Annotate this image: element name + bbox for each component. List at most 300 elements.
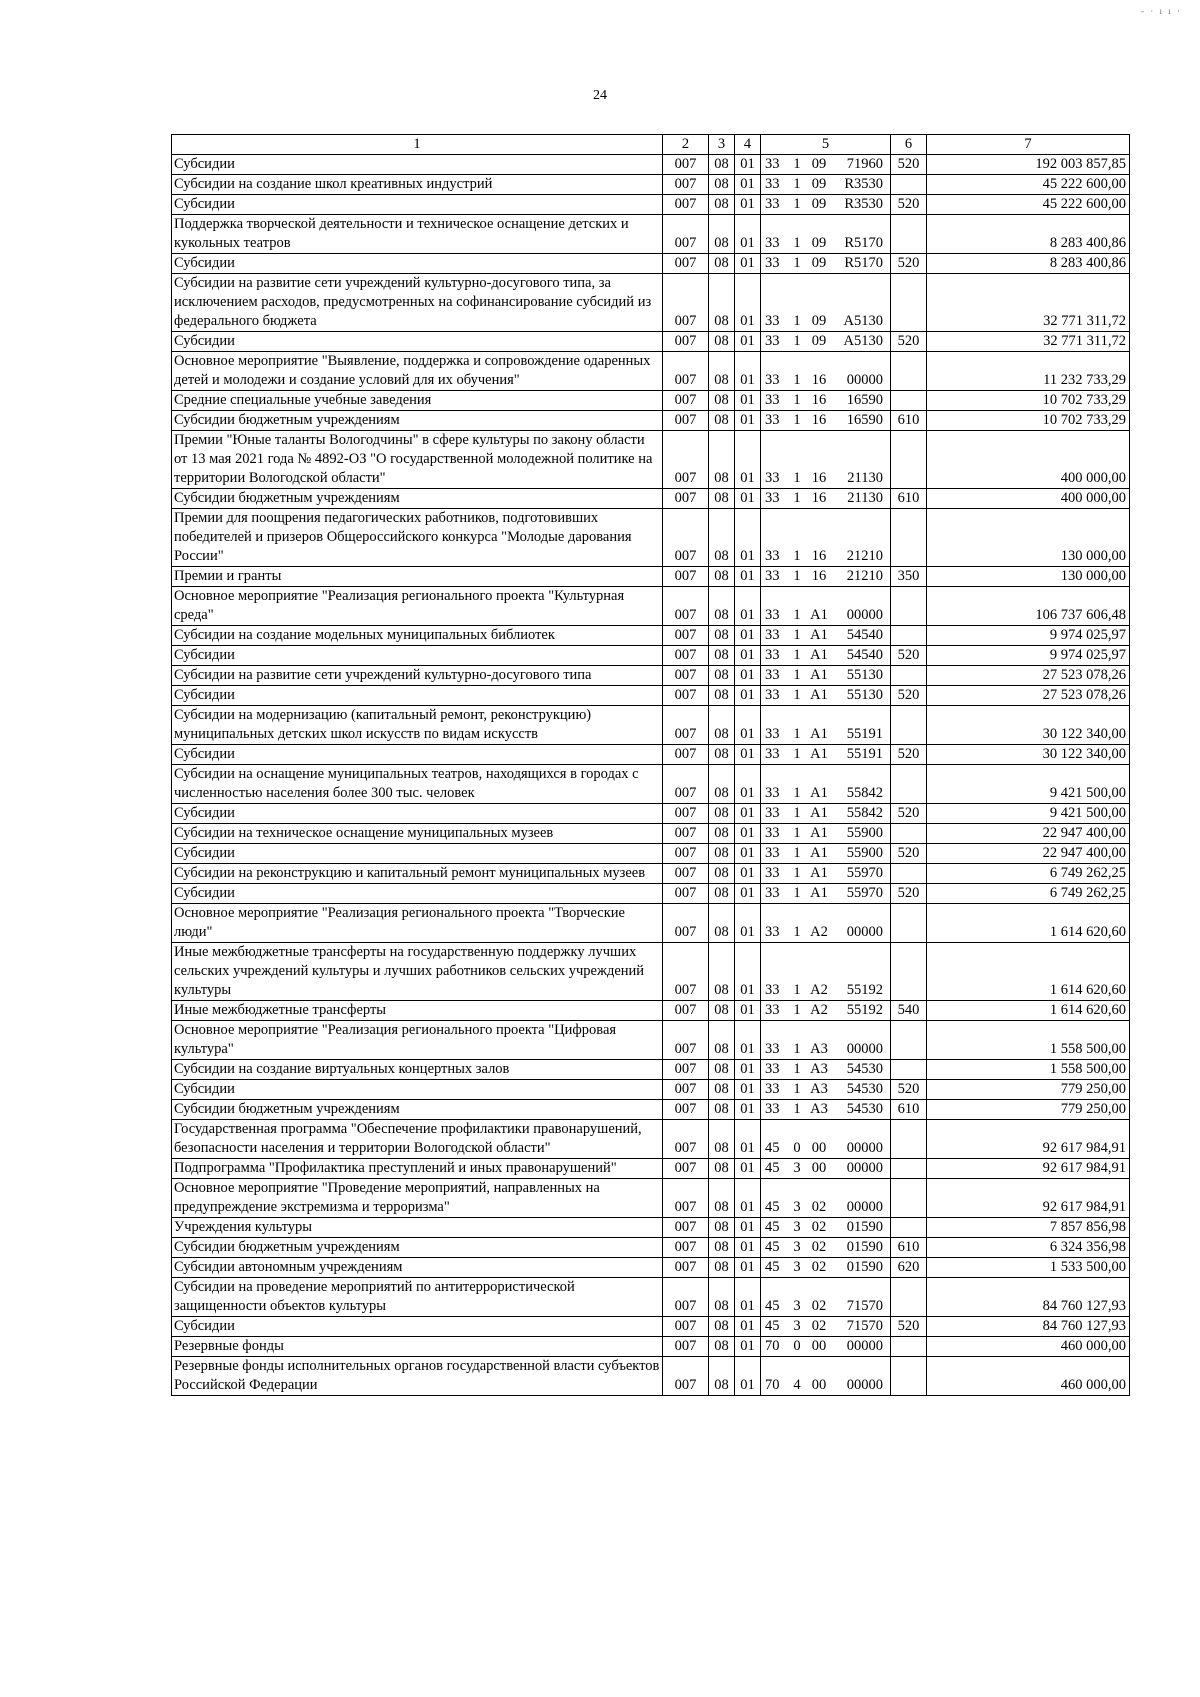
row-subsection-code: 01 — [735, 844, 761, 864]
row-target-article — [761, 215, 891, 254]
row-amount: 9 974 025,97 — [927, 626, 1130, 646]
row-ministry-code: 007 — [663, 884, 709, 904]
row-amount: 27 523 078,26 — [927, 666, 1130, 686]
row-ministry-code: 007 — [663, 1238, 709, 1258]
row-subsection-code: 01 — [735, 1100, 761, 1120]
row-target-article — [761, 254, 891, 274]
row-name: Субсидии — [172, 646, 663, 666]
row-amount: 6 749 262,25 — [927, 864, 1130, 884]
row-expense-type — [891, 904, 927, 943]
target-article-code — [765, 725, 883, 744]
code-part-subprogram: 1 — [793, 865, 801, 881]
code-part-program: 45 — [765, 1239, 780, 1255]
row-target-article — [761, 155, 891, 175]
row-name: Субсидии — [172, 844, 663, 864]
row-name: Субсидии на создание модельных муниципальных библиотек — [172, 626, 663, 646]
row-ministry-code: 007 — [663, 391, 709, 411]
header-col-4: 4 — [735, 135, 761, 155]
row-section-code: 08 — [709, 686, 735, 706]
code-part-event: А1 — [810, 627, 828, 643]
row-section-code: 08 — [709, 1258, 735, 1278]
row-name: Субсидии — [172, 745, 663, 765]
row-expense-type: 520 — [891, 844, 927, 864]
row-section-code: 08 — [709, 765, 735, 804]
row-amount: 84 760 127,93 — [927, 1278, 1130, 1317]
row-section-code: 08 — [709, 567, 735, 587]
row-section-code: 08 — [709, 745, 735, 765]
code-part-program: 33 — [765, 785, 780, 801]
code-part-event: 09 — [811, 156, 827, 172]
row-name: Субсидии на реконструкцию и капитальный ремонт муниципальных музеев — [172, 864, 663, 884]
row-expense-type: 520 — [891, 1317, 927, 1337]
code-part-program: 33 — [765, 607, 780, 623]
code-part-program: 70 — [765, 1338, 780, 1354]
table-row — [172, 864, 1130, 884]
code-part-program: 33 — [765, 392, 780, 408]
code-part-direction: 00000 — [846, 607, 883, 623]
row-expense-type: 350 — [891, 567, 927, 587]
row-section-code: 08 — [709, 824, 735, 844]
row-expense-type: 520 — [891, 195, 927, 215]
code-part-direction: 00000 — [846, 1160, 883, 1176]
table-row — [172, 175, 1130, 195]
row-target-article — [761, 195, 891, 215]
row-target-article — [761, 943, 891, 1001]
table-row — [172, 195, 1130, 215]
code-part-subprogram: 3 — [793, 1239, 801, 1255]
row-name: Основное мероприятие "Реализация регионального проекта "Творческие люди" — [172, 904, 663, 943]
row-expense-type — [891, 1179, 927, 1218]
row-amount: 7 857 856,98 — [927, 1218, 1130, 1238]
row-target-article — [761, 1100, 891, 1120]
table-row — [172, 489, 1130, 509]
row-target-article — [761, 1357, 891, 1396]
row-expense-type — [891, 1218, 927, 1238]
code-part-subprogram: 3 — [793, 1298, 801, 1314]
row-name: Основное мероприятие "Проведение мероприятий, направленных на предупреждение экстремизма и терроризма" — [172, 1179, 663, 1218]
code-part-event: А1 — [810, 825, 828, 841]
row-section-code: 08 — [709, 155, 735, 175]
code-part-direction: А5130 — [843, 333, 883, 349]
code-part-direction: 21130 — [847, 490, 883, 506]
row-section-code: 08 — [709, 352, 735, 391]
row-expense-type — [891, 587, 927, 626]
row-subsection-code: 01 — [735, 509, 761, 567]
code-part-program: 33 — [765, 333, 780, 349]
code-part-direction: R3530 — [844, 196, 883, 212]
code-part-event: А1 — [810, 845, 828, 861]
row-name: Субсидии бюджетным учреждениям — [172, 1238, 663, 1258]
row-subsection-code: 01 — [735, 391, 761, 411]
row-target-article — [761, 567, 891, 587]
code-part-direction: 54540 — [846, 627, 883, 643]
row-amount: 9 974 025,97 — [927, 646, 1130, 666]
code-part-subprogram: 1 — [793, 687, 801, 703]
row-expense-type — [891, 1337, 927, 1357]
row-ministry-code: 007 — [663, 215, 709, 254]
row-section-code: 08 — [709, 864, 735, 884]
target-article-code — [765, 1337, 883, 1356]
row-name: Субсидии на проведение мероприятий по антитеррористической защищенности объектов культуры — [172, 1278, 663, 1317]
row-ministry-code: 007 — [663, 175, 709, 195]
code-part-event: А1 — [810, 785, 828, 801]
code-part-program: 33 — [765, 470, 780, 486]
row-amount: 8 283 400,86 — [927, 215, 1130, 254]
row-amount: 106 737 606,48 — [927, 587, 1130, 626]
row-name: Субсидии — [172, 155, 663, 175]
table-row — [172, 391, 1130, 411]
code-part-direction: 55900 — [846, 845, 883, 861]
row-name: Премии для поощрения педагогических работников, подготовивших победителей и призеров Общероссийского конкурса "Молодые дарования России" — [172, 509, 663, 567]
row-target-article — [761, 765, 891, 804]
row-ministry-code: 007 — [663, 1317, 709, 1337]
scan-corner-mark: - · ı ı · — [1141, 6, 1182, 16]
table-row — [172, 765, 1130, 804]
code-part-subprogram: 1 — [793, 1081, 801, 1097]
row-expense-type: 610 — [891, 411, 927, 431]
row-expense-type — [891, 824, 927, 844]
row-section-code: 08 — [709, 904, 735, 943]
row-name: Средние специальные учебные заведения — [172, 391, 663, 411]
row-name: Субсидии на создание школ креативных индустрий — [172, 175, 663, 195]
row-target-article — [761, 391, 891, 411]
row-ministry-code: 007 — [663, 509, 709, 567]
target-article-code — [765, 844, 883, 863]
table-row — [172, 1357, 1130, 1396]
row-amount: 130 000,00 — [927, 509, 1130, 567]
row-subsection-code: 01 — [735, 864, 761, 884]
code-part-direction: 21210 — [846, 548, 883, 564]
target-article-code — [765, 195, 883, 214]
table-row — [172, 686, 1130, 706]
row-amount: 92 617 984,91 — [927, 1120, 1130, 1159]
row-target-article — [761, 489, 891, 509]
row-subsection-code: 01 — [735, 567, 761, 587]
row-target-article — [761, 824, 891, 844]
code-part-program: 33 — [765, 687, 780, 703]
row-name: Основное мероприятие "Реализация регионального проекта "Цифровая культура" — [172, 1021, 663, 1060]
row-section-code: 08 — [709, 1317, 735, 1337]
table-row — [172, 1317, 1130, 1337]
row-subsection-code: 01 — [735, 155, 761, 175]
table-row — [172, 646, 1130, 666]
code-part-event: 02 — [811, 1239, 827, 1255]
row-section-code: 08 — [709, 844, 735, 864]
table-row — [172, 706, 1130, 745]
code-part-program: 45 — [765, 1160, 780, 1176]
code-part-event: А3 — [810, 1061, 828, 1077]
row-ministry-code: 007 — [663, 765, 709, 804]
code-part-direction: 55192 — [846, 1002, 883, 1018]
row-section-code: 08 — [709, 666, 735, 686]
row-section-code: 08 — [709, 1080, 735, 1100]
row-ministry-code: 007 — [663, 943, 709, 1001]
row-amount: 1 558 500,00 — [927, 1021, 1130, 1060]
row-expense-type: 520 — [891, 686, 927, 706]
code-part-program: 33 — [765, 235, 780, 251]
row-section-code: 08 — [709, 175, 735, 195]
target-article-code — [765, 1317, 883, 1336]
table-row — [172, 587, 1130, 626]
row-subsection-code: 01 — [735, 904, 761, 943]
code-part-subprogram: 3 — [793, 1219, 801, 1235]
row-target-article — [761, 626, 891, 646]
row-name: Резервные фонды исполнительных органов государственной власти субъектов Российской Федерации — [172, 1357, 663, 1396]
row-ministry-code: 007 — [663, 904, 709, 943]
code-part-program: 33 — [765, 924, 780, 940]
row-section-code: 08 — [709, 431, 735, 489]
code-part-subprogram: 1 — [793, 805, 801, 821]
row-section-code: 08 — [709, 1001, 735, 1021]
code-part-subprogram: 1 — [793, 885, 801, 901]
row-ministry-code: 007 — [663, 1218, 709, 1238]
row-ministry-code: 007 — [663, 1021, 709, 1060]
row-target-article — [761, 1080, 891, 1100]
code-part-event: 16 — [811, 568, 827, 584]
code-part-event: 16 — [811, 372, 827, 388]
row-ministry-code: 007 — [663, 254, 709, 274]
row-ministry-code: 007 — [663, 1001, 709, 1021]
code-part-direction: 00000 — [846, 1041, 883, 1057]
row-name: Учреждения культуры — [172, 1218, 663, 1238]
code-part-direction: 00000 — [846, 1199, 883, 1215]
row-subsection-code: 01 — [735, 686, 761, 706]
row-expense-type — [891, 1060, 927, 1080]
row-ministry-code: 007 — [663, 864, 709, 884]
row-expense-type — [891, 1159, 927, 1179]
target-article-code — [765, 1100, 883, 1119]
target-article-code — [765, 391, 883, 410]
code-part-subprogram: 1 — [793, 982, 801, 998]
row-section-code: 08 — [709, 626, 735, 646]
row-section-code: 08 — [709, 706, 735, 745]
row-amount: 460 000,00 — [927, 1357, 1130, 1396]
table-row — [172, 1337, 1130, 1357]
target-article-code — [765, 567, 883, 586]
code-part-subprogram: 4 — [793, 1377, 801, 1393]
code-part-event: А1 — [810, 726, 828, 742]
code-part-event: А1 — [810, 865, 828, 881]
row-target-article — [761, 1238, 891, 1258]
row-target-article — [761, 175, 891, 195]
row-subsection-code: 01 — [735, 943, 761, 1001]
row-expense-type: 520 — [891, 646, 927, 666]
target-article-code — [765, 175, 883, 194]
code-part-program: 33 — [765, 982, 780, 998]
code-part-subprogram: 1 — [793, 333, 801, 349]
target-article-code — [765, 155, 883, 174]
code-part-program: 33 — [765, 667, 780, 683]
row-amount: 9 421 500,00 — [927, 765, 1130, 804]
target-article-code — [765, 1258, 883, 1277]
row-subsection-code: 01 — [735, 254, 761, 274]
row-ministry-code: 007 — [663, 1258, 709, 1278]
row-expense-type: 610 — [891, 1238, 927, 1258]
row-section-code: 08 — [709, 509, 735, 567]
row-subsection-code: 01 — [735, 1080, 761, 1100]
row-name: Субсидии на оснащение муниципальных театров, находящихся в городах с численностью населения более 300 тыс. человек — [172, 765, 663, 804]
row-target-article — [761, 1021, 891, 1060]
code-part-subprogram: 1 — [793, 924, 801, 940]
code-part-event: А2 — [810, 1002, 828, 1018]
row-target-article — [761, 1159, 891, 1179]
row-amount: 1 558 500,00 — [927, 1060, 1130, 1080]
code-part-program: 33 — [765, 412, 780, 428]
code-part-event: 09 — [811, 196, 827, 212]
code-part-subprogram: 1 — [793, 746, 801, 762]
table-row — [172, 1258, 1130, 1278]
row-subsection-code: 01 — [735, 332, 761, 352]
code-part-event: 16 — [811, 392, 827, 408]
code-part-direction: 01590 — [846, 1239, 883, 1255]
row-target-article — [761, 1060, 891, 1080]
code-part-direction: 55130 — [846, 667, 883, 683]
code-part-subprogram: 1 — [793, 647, 801, 663]
row-target-article — [761, 1001, 891, 1021]
target-article-code — [765, 312, 883, 331]
target-article-code — [765, 666, 883, 685]
row-amount: 30 122 340,00 — [927, 745, 1130, 765]
code-part-subprogram: 3 — [793, 1199, 801, 1215]
table-body — [172, 135, 1130, 1396]
row-subsection-code: 01 — [735, 587, 761, 626]
code-part-event: 16 — [811, 412, 827, 428]
row-expense-type: 520 — [891, 155, 927, 175]
row-amount: 92 617 984,91 — [927, 1179, 1130, 1218]
row-section-code: 08 — [709, 1060, 735, 1080]
target-article-code — [765, 332, 883, 351]
code-part-program: 45 — [765, 1219, 780, 1235]
row-target-article — [761, 352, 891, 391]
row-section-code: 08 — [709, 587, 735, 626]
code-part-program: 33 — [765, 568, 780, 584]
row-section-code: 08 — [709, 1218, 735, 1238]
row-target-article — [761, 587, 891, 626]
code-part-direction: 71570 — [846, 1318, 883, 1334]
code-part-event: А1 — [810, 647, 828, 663]
row-amount: 779 250,00 — [927, 1100, 1130, 1120]
row-target-article — [761, 1179, 891, 1218]
row-amount: 10 702 733,29 — [927, 391, 1130, 411]
target-article-code — [765, 686, 883, 705]
row-expense-type — [891, 274, 927, 332]
page-number: 24 — [593, 88, 607, 103]
table-row — [172, 509, 1130, 567]
row-target-article — [761, 274, 891, 332]
row-target-article — [761, 1258, 891, 1278]
row-target-article — [761, 864, 891, 884]
row-ministry-code: 007 — [663, 646, 709, 666]
target-article-code — [765, 469, 883, 488]
code-part-event: 16 — [811, 470, 827, 486]
row-amount: 30 122 340,00 — [927, 706, 1130, 745]
row-section-code: 08 — [709, 943, 735, 1001]
row-amount: 400 000,00 — [927, 431, 1130, 489]
row-section-code: 08 — [709, 1100, 735, 1120]
row-subsection-code: 01 — [735, 1218, 761, 1238]
code-part-subprogram: 1 — [793, 667, 801, 683]
code-part-event: 02 — [811, 1298, 827, 1314]
code-part-event: 02 — [811, 1219, 827, 1235]
row-expense-type: 610 — [891, 1100, 927, 1120]
code-part-subprogram: 0 — [793, 1140, 801, 1156]
code-part-direction: 55191 — [846, 726, 883, 742]
row-expense-type: 520 — [891, 254, 927, 274]
row-name: Иные межбюджетные трансферты на государственную поддержку лучших сельских учреждений культуры и лучших работников сельских учреждений культуры — [172, 943, 663, 1001]
table-row — [172, 431, 1130, 489]
row-expense-type: 520 — [891, 884, 927, 904]
table-row — [172, 844, 1130, 864]
row-amount: 32 771 311,72 — [927, 274, 1130, 332]
code-part-direction: 00000 — [846, 372, 883, 388]
row-section-code: 08 — [709, 1120, 735, 1159]
code-part-program: 45 — [765, 1140, 780, 1156]
target-article-code — [765, 254, 883, 273]
row-section-code: 08 — [709, 215, 735, 254]
code-part-program: 33 — [765, 313, 780, 329]
row-name: Субсидии — [172, 686, 663, 706]
header-col-5: 5 — [761, 135, 891, 155]
target-article-code — [765, 371, 883, 390]
row-name: Субсидии — [172, 804, 663, 824]
row-name: Субсидии на техническое оснащение муниципальных музеев — [172, 824, 663, 844]
code-part-direction: 00000 — [846, 1377, 883, 1393]
row-subsection-code: 01 — [735, 1120, 761, 1159]
row-subsection-code: 01 — [735, 646, 761, 666]
row-subsection-code: 01 — [735, 626, 761, 646]
code-part-subprogram: 3 — [793, 1160, 801, 1176]
row-amount: 45 222 600,00 — [927, 175, 1130, 195]
code-part-event: А3 — [810, 1081, 828, 1097]
row-ministry-code: 007 — [663, 824, 709, 844]
code-part-subprogram: 1 — [793, 470, 801, 486]
code-part-program: 33 — [765, 865, 780, 881]
row-expense-type: 520 — [891, 745, 927, 765]
table-row — [172, 804, 1130, 824]
code-part-subprogram: 1 — [793, 392, 801, 408]
row-amount: 22 947 400,00 — [927, 824, 1130, 844]
row-ministry-code: 007 — [663, 666, 709, 686]
row-amount: 6 749 262,25 — [927, 884, 1130, 904]
row-expense-type — [891, 352, 927, 391]
row-ministry-code: 007 — [663, 844, 709, 864]
row-name: Субсидии на развитие сети учреждений культурно-досугового типа, за исключением расходов, предусмотренных на софинансирование субсидий из федерального бюджета — [172, 274, 663, 332]
row-amount: 460 000,00 — [927, 1337, 1130, 1357]
code-part-subprogram: 1 — [793, 1002, 801, 1018]
row-target-article — [761, 1337, 891, 1357]
row-subsection-code: 01 — [735, 352, 761, 391]
code-part-program: 45 — [765, 1199, 780, 1215]
row-subsection-code: 01 — [735, 1159, 761, 1179]
code-part-program: 33 — [765, 805, 780, 821]
table-row — [172, 567, 1130, 587]
code-part-program: 45 — [765, 1298, 780, 1314]
row-expense-type — [891, 431, 927, 489]
row-amount: 22 947 400,00 — [927, 844, 1130, 864]
code-part-direction: 21210 — [846, 568, 883, 584]
row-name: Субсидии на развитие сети учреждений культурно-досугового типа — [172, 666, 663, 686]
code-part-event: 16 — [811, 490, 827, 506]
row-name: Субсидии — [172, 195, 663, 215]
code-part-subprogram: 1 — [793, 196, 801, 212]
row-ministry-code: 007 — [663, 155, 709, 175]
row-name: Поддержка творческой деятельности и техническое оснащение детских и кукольных театров — [172, 215, 663, 254]
row-section-code: 08 — [709, 1337, 735, 1357]
code-part-direction: 16590 — [846, 392, 883, 408]
row-name: Субсидии — [172, 884, 663, 904]
target-article-code — [765, 804, 883, 823]
table-row — [172, 1060, 1130, 1080]
